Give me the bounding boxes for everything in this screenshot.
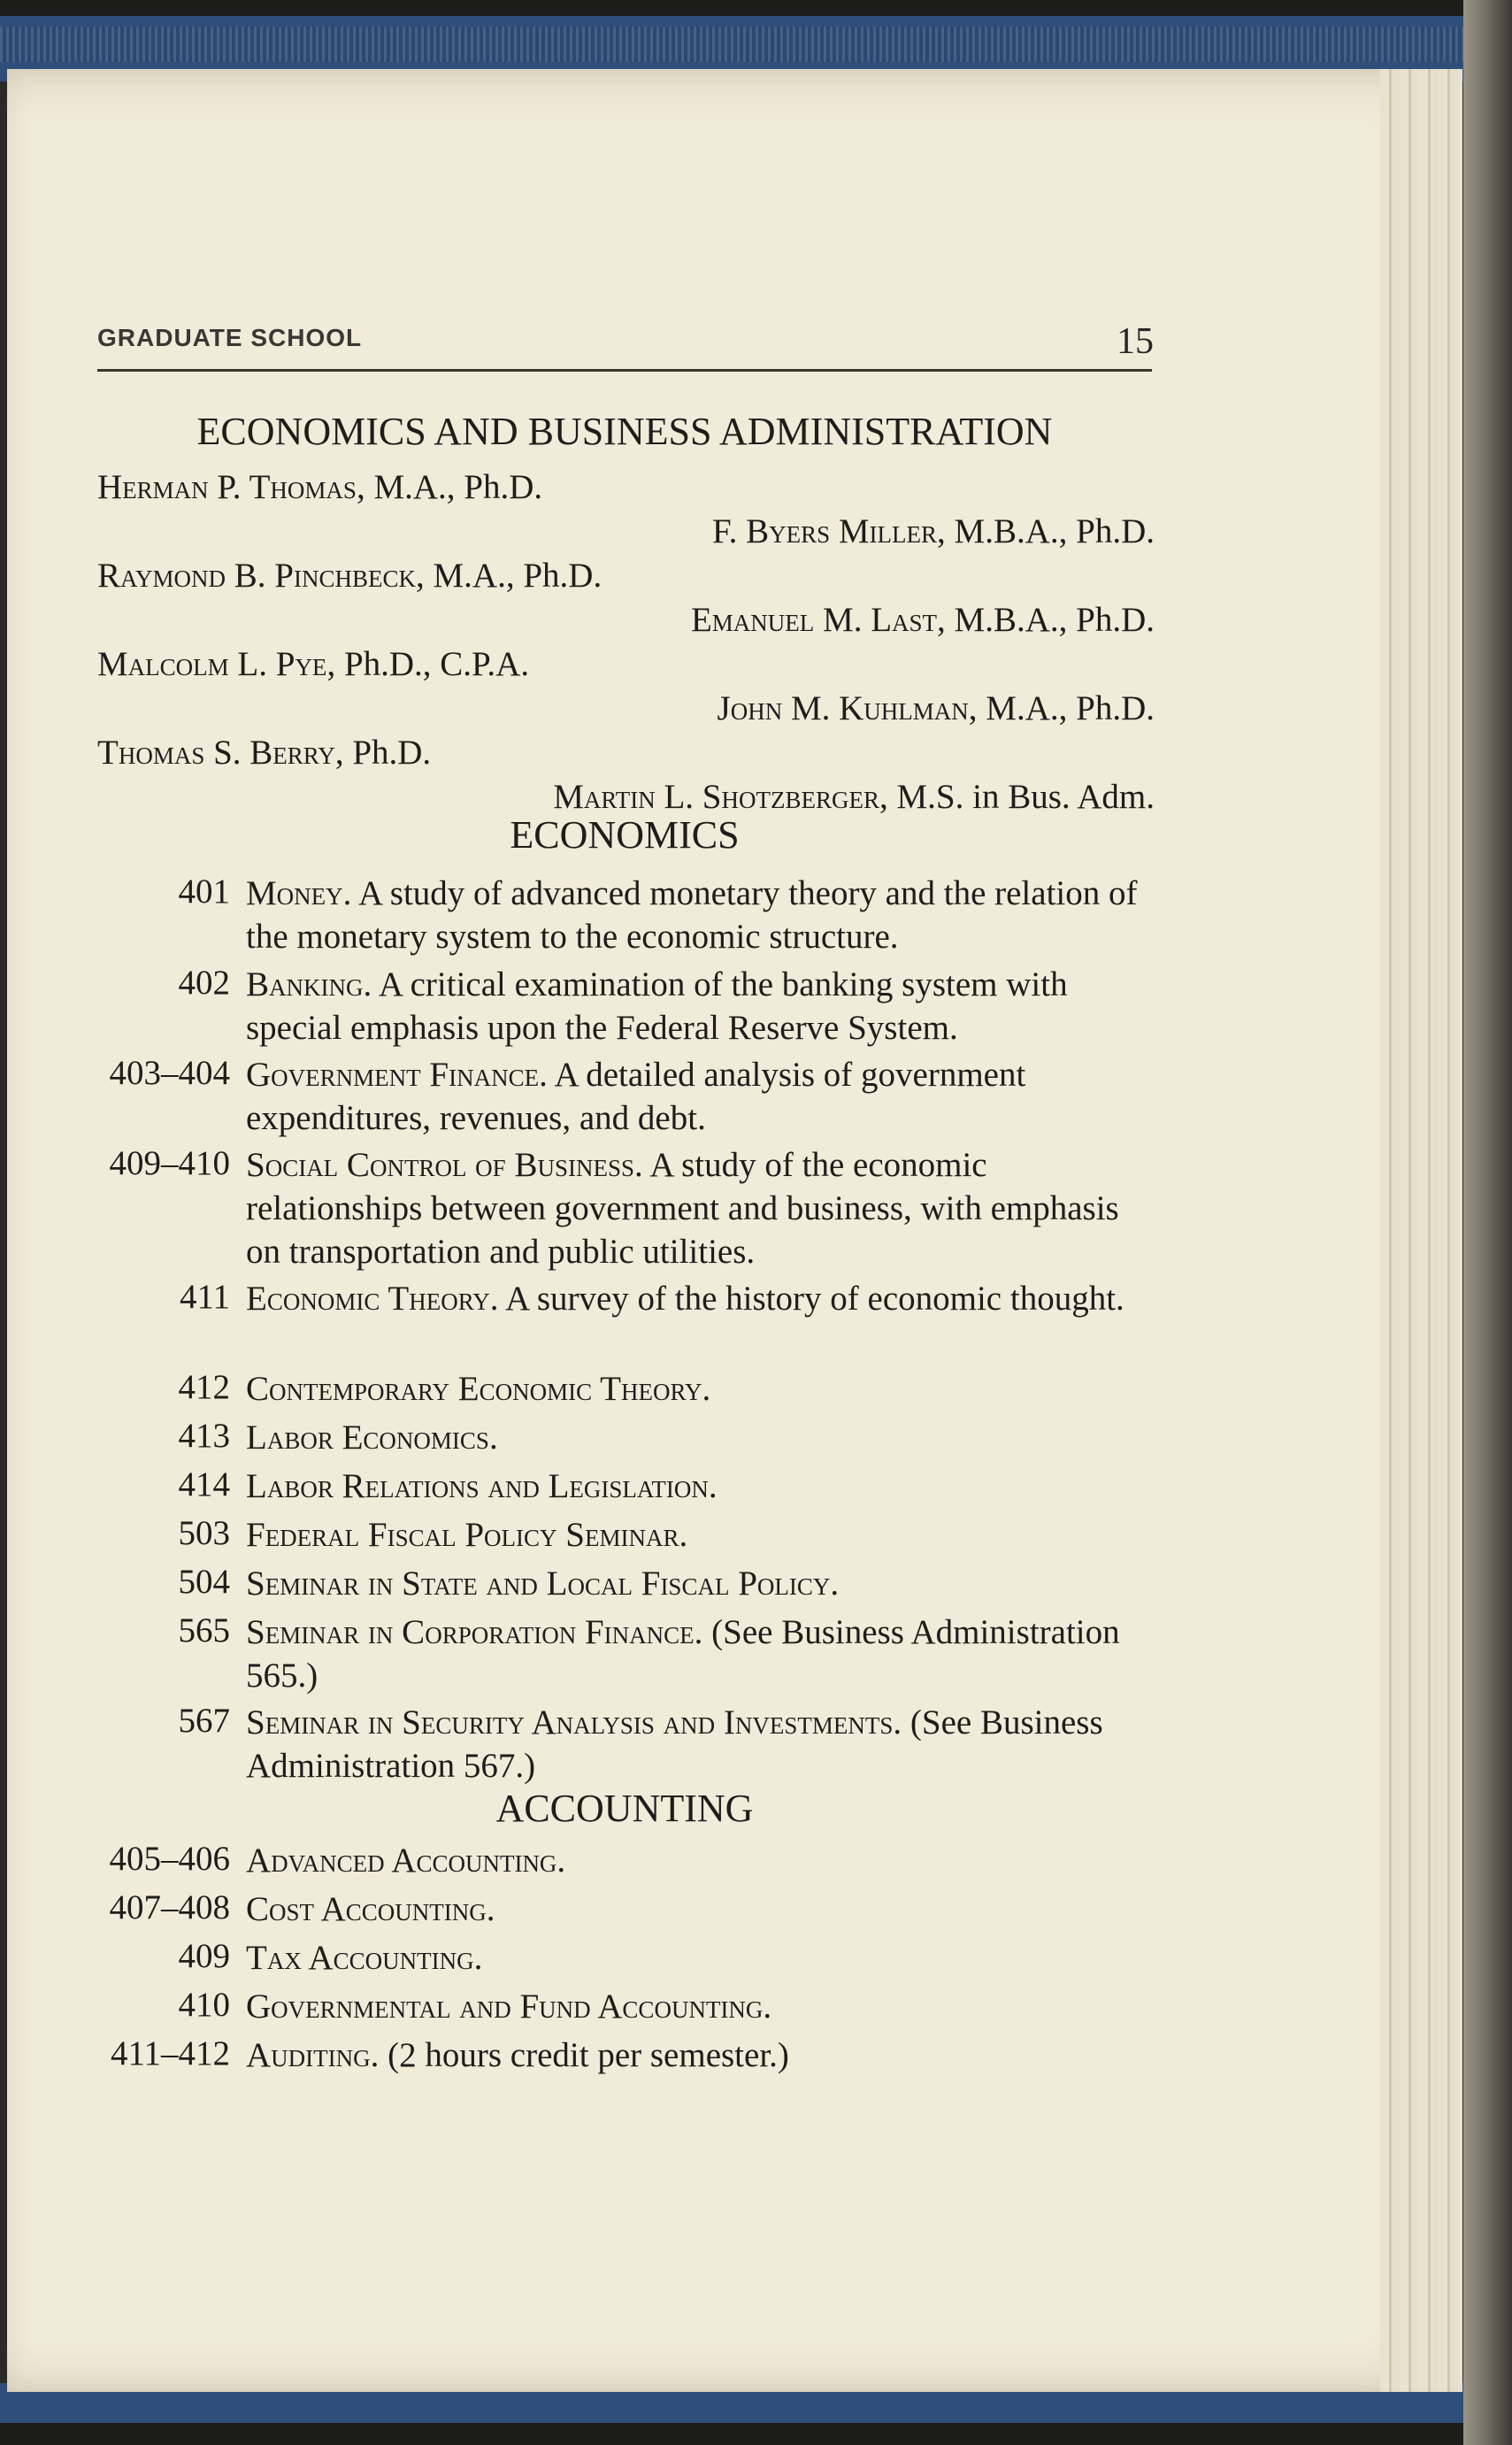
course-entry: Contemporary Economic Theory.	[246, 1370, 711, 1408]
department-heading: ECONOMICS AND BUSINESS ADMINISTRATION	[196, 410, 1053, 453]
course-entry: Labor Economics.	[246, 1419, 498, 1457]
right-book-edge	[1463, 0, 1512, 2445]
course-number: 414	[178, 1465, 230, 1503]
faculty-member: Thomas S. Berry, Ph.D.	[97, 734, 432, 772]
course-entry: Economic Theory. A survey of the history of economic thought.	[246, 1280, 1124, 1318]
course-number: 402	[178, 964, 230, 1002]
course-entry: Money. A study of advanced monetary theory and the relation of the monetary system to the economic structure.	[246, 874, 1138, 956]
economics-heading: ECONOMICS	[510, 813, 740, 857]
faculty-member: Herman P. Thomas, M.A., Ph.D.	[97, 468, 543, 506]
course-number: 565	[178, 1611, 230, 1649]
course-entry: Cost Accounting.	[246, 1890, 495, 1928]
header-rule	[97, 369, 1152, 372]
course-entry: Seminar in Corporation Finance. (See Business Administration 565.)	[246, 1613, 1120, 1695]
faculty-member: Martin L. Shotzberger, M.S. in Bus. Adm.	[553, 778, 1155, 816]
course-entry: Advanced Accounting.	[246, 1841, 566, 1880]
course-entry: Social Control of Business. A study of the economic relationships between government and business, with emphasis on transportation and public utilities.	[246, 1146, 1119, 1271]
course-entry: Tax Accounting.	[246, 1939, 483, 1977]
accounting-heading: ACCOUNTING	[495, 1787, 754, 1830]
course-number: 412	[178, 1368, 230, 1406]
page-number: 15	[1117, 321, 1154, 362]
course-number: 411	[179, 1278, 230, 1316]
course-number: 413	[178, 1417, 230, 1455]
course-number: 567	[178, 1702, 230, 1740]
course-entry: Government Finance. A detailed analysis of government expenditures, revenues, and debt.	[246, 1056, 1026, 1137]
course-entry: Seminar in Security Analysis and Investments. (See Business Administration 567.)	[246, 1703, 1103, 1785]
faculty-member: F. Byers Miller, M.B.A., Ph.D.	[712, 512, 1155, 550]
course-entry: Banking. A critical examination of the banking system with special emphasis upon the Federal Reserve System.	[246, 965, 1068, 1047]
running-head: GRADUATE SCHOOL	[97, 324, 363, 351]
course-number: 409	[178, 1937, 230, 1975]
course-number: 407–408	[109, 1888, 230, 1926]
course-entry: Governmental and Fund Accounting.	[246, 1988, 772, 2026]
course-number: 403–404	[109, 1054, 230, 1092]
faculty-member: John M. Kuhlman, M.A., Ph.D.	[717, 689, 1155, 727]
faculty-member: Emanuel M. Last, M.B.A., Ph.D.	[690, 601, 1155, 639]
course-entry: Auditing. (2 hours credit per semester.)	[246, 2036, 789, 2074]
course-entry: Seminar in State and Local Fiscal Policy.	[246, 1565, 840, 1603]
course-entry: Labor Relations and Legislation.	[246, 1467, 718, 1505]
course-entry: Federal Fiscal Policy Seminar.	[246, 1516, 688, 1554]
bottom-book-edge	[0, 2383, 1512, 2445]
course-number: 410	[178, 1986, 230, 2024]
course-number: 503	[178, 1514, 230, 1552]
page-stack-edge	[1380, 69, 1462, 2392]
course-number: 409–410	[109, 1144, 230, 1182]
course-number: 504	[178, 1563, 230, 1601]
faculty-member: Malcolm L. Pye, Ph.D., C.P.A.	[97, 645, 530, 683]
course-number: 401	[178, 873, 230, 911]
faculty-member: Raymond B. Pinchbeck, M.A., Ph.D.	[97, 557, 602, 595]
course-number: 405–406	[109, 1840, 230, 1878]
course-number: 411–412	[110, 2034, 230, 2072]
